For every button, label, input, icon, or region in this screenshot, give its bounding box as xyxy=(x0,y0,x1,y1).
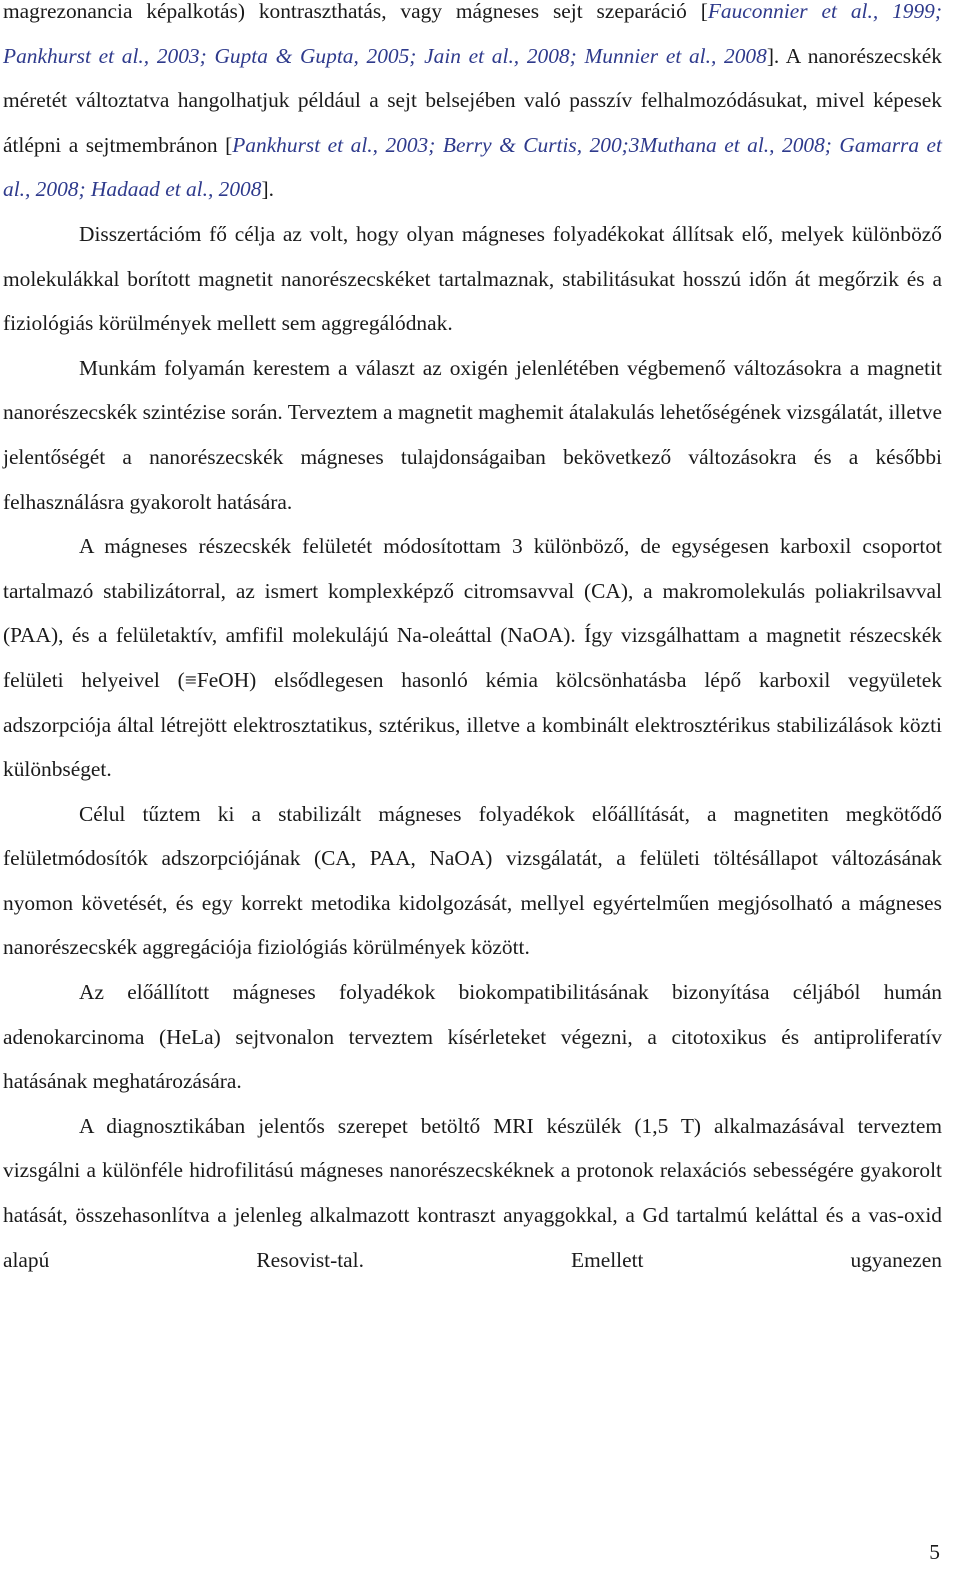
paragraph xyxy=(3,0,942,212)
paragraph-text: Disszertációm fő célja az volt, hogy olyan mágneses folyadékokat állítsak elő, melyek különböző molekulákkal borított magnetit nanorészecskéket tartalmaznak, stabilitásukat hosszú időn át megőrzik és a fiziológiás körülmények mellett sem aggregálódnak. xyxy=(3,221,942,336)
paragraph xyxy=(3,212,942,346)
paragraph-text: ]. xyxy=(261,177,274,202)
paragraph xyxy=(3,970,942,1104)
paragraph-text: A diagnosztikában jelentős szerepet betöltő MRI készülék (1,5 T) alkalmazásával terveztem vizsgálni a különféle hidrofilitású mágneses nanorészecskéknek a protonok relaxációs sebességére gyakorolt hatását, összehasonlítva a jelenleg alkalmazott kontraszt anyaggokkal, a Gd tartalmú keláttal és a vas-oxid alapú Resovist-tal. Emellett ugyanezen xyxy=(3,1113,942,1272)
paragraph xyxy=(3,1104,942,1282)
citation-text: Pankhurst et al., 2003; Berry & Curtis, 200;3Muthana et al., 2008; Gamarra et al., 2008; Hadaad et al., 2008 xyxy=(3,132,942,202)
paragraph-text: Célul tűztem ki a stabilizált mágneses folyadékok előállítását, a magnetiten megkötődő felületmódosítók adszorpciójának (CA, PAA, NaOA) vizsgálatát, a felületi töltésállapot változásának nyomon követését, és egy korrekt metodika kidolgozását, mellyel egyértelműen megjósolható a mágneses nanorészecskék aggregációja fiziológiás körülmények között. xyxy=(3,801,942,960)
citation-text: Fauconnier et al., 1999; Pankhurst et al., 2003; Gupta & Gupta, 2005; Jain et al., 2008; Munnier et al., 2008 xyxy=(3,0,942,68)
page-number: 5 xyxy=(929,1540,940,1564)
body-text xyxy=(3,0,942,1282)
paragraph-text: Munkám folyamán kerestem a választ az oxigén jelenlétében végbemenő változásokra a magnetit nanorészecskék szintézise során. Terveztem a magnetit maghemit átalakulás lehetőségének vizsgálatát, illetve jelentőségét a nanorészecskék mágneses tulajdonságaiban bekövetkező változásokra és a későbbi felhasználásra gyakorolt hatására. xyxy=(3,355,942,514)
paragraph xyxy=(3,524,942,792)
paragraph-text: A mágneses részecskék felületét módosítottam 3 különböző, de egységesen karboxil csoportot tartalmazó stabilizátorral, az ismert komplexképző citromsavval (CA), a makromolekulás poliakrilsavval (PAA), és a felületaktív, amfifil molekulájú Na-oleáttal (NaOA). Így vizsgálhattam a magnetit részecskék felületi helyeivel (≡FeOH) elsődlegesen hasonló kémia kölcsönhatásba lépő karboxil vegyületek adszorpciója által létrejött elektrosztatikus, sztérikus, illetve a kombinált elektrosztérikus stabilizálások közti különbséget. xyxy=(3,534,942,782)
paragraph-text: Az előállított mágneses folyadékok biokompatibilitásának bizonyítása céljából humán adenokarcinoma (HeLa) sejtvonalon terveztem kísérleteket végezni, a citotoxikus és antiproliferatív hatásának meghatározására. xyxy=(3,980,942,1094)
paragraph xyxy=(3,792,942,970)
paragraph xyxy=(3,346,942,524)
paragraph-text: ]. A nanorészecskék méretét változtatva hangolhatjuk például a sejt belsejében való passzív felhalmozódásukat, mivel képesek átlépni a sejtmembránon [ xyxy=(3,43,943,157)
paragraph-text: magrezonancia képalkotás) kontraszthatás, vagy mágneses sejt szeparáció [ xyxy=(3,0,708,23)
